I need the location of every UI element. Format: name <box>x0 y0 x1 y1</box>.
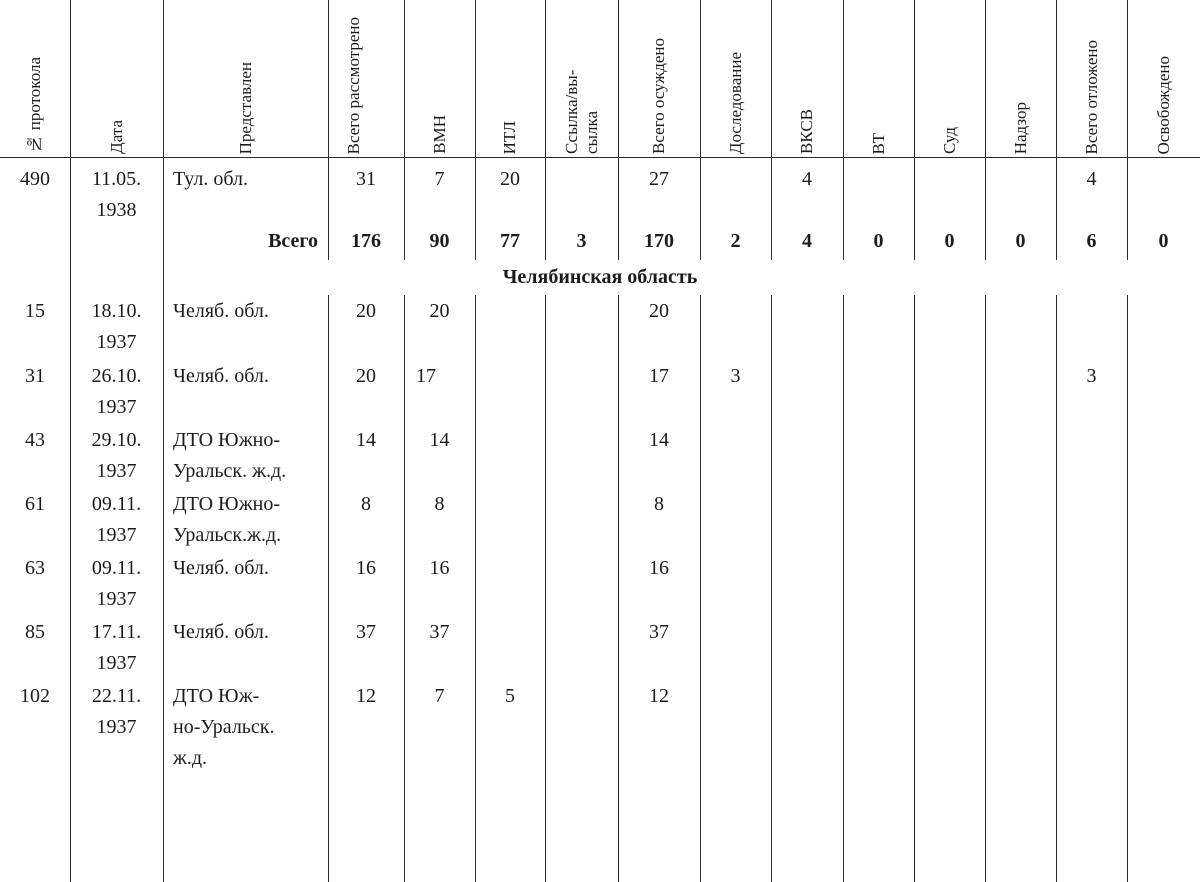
totals-exile: 3 <box>576 230 587 252</box>
section-title: Челябинская область <box>502 266 698 288</box>
top-row-total-postponed: 4 <box>1086 168 1097 190</box>
column-divider <box>771 295 772 882</box>
header-supervision <box>985 6 1056 154</box>
header-protocol-label: № протокола <box>25 57 44 154</box>
header-vmn <box>404 6 475 154</box>
table-cell-total-reviewed: 16 <box>356 557 376 579</box>
header-itl-label: ИТЛ <box>500 120 519 154</box>
table-cell-total-postponed: 3 <box>1086 365 1097 387</box>
table-cell-date: 09.11. 1937 <box>91 493 142 546</box>
table-cell-date: 17.11. 1937 <box>91 621 142 674</box>
table-cell-vmn: 37 <box>429 621 450 643</box>
header-further-investigation <box>700 6 771 154</box>
table-cell-date: 09.11. 1937 <box>91 557 142 610</box>
header-date <box>70 6 163 154</box>
header-date-label: Дата <box>106 120 126 154</box>
table-cell-presented-by: ДТО Южно- Уральск.ж.д. <box>173 493 282 546</box>
table-cell-presented-by: Челяб. обл. <box>173 300 269 322</box>
totals-total-postponed: 6 <box>1086 230 1097 252</box>
totals-vmn: 90 <box>429 230 450 252</box>
table-cell-itl: 5 <box>505 685 515 707</box>
header-vt <box>843 6 914 154</box>
column-divider <box>914 295 915 882</box>
table-cell-date: 18.10. 1937 <box>91 300 142 353</box>
header-total-postponed <box>1056 6 1127 154</box>
table-cell-presented-by: ДТО Юж- но-Уральск. ж.д. <box>173 685 275 769</box>
header-total-reviewed-label: Всего рассмотрено <box>344 16 363 154</box>
header-released-label: Освобождено <box>1153 55 1173 154</box>
table-cell-total-convicted: 8 <box>654 493 664 515</box>
table-cell-total-reviewed: 37 <box>356 621 376 643</box>
column-divider <box>985 295 986 882</box>
table-cell-vmn: 17 <box>416 365 436 387</box>
totals-released: 0 <box>1158 230 1169 252</box>
header-vmn-label: ВМН <box>429 115 449 154</box>
totals-further-investigation: 2 <box>730 230 741 252</box>
header-vt-label: ВТ <box>868 132 888 154</box>
top-row-protocol: 490 <box>20 168 50 190</box>
table-cell-protocol: 102 <box>20 685 50 707</box>
header-exile-label: Ссылка/вы-сылка <box>561 69 601 154</box>
header-court <box>914 6 985 154</box>
header-further-investigation-label: Доследование <box>725 51 745 154</box>
totals-label: Всего <box>268 230 318 252</box>
table-cell-vmn: 14 <box>429 429 450 451</box>
table-cell-total-convicted: 16 <box>649 557 669 579</box>
table-cell-total-reviewed: 14 <box>356 429 376 451</box>
column-divider <box>545 295 546 882</box>
totals-vt: 0 <box>873 230 884 252</box>
header-presented-by-label: Представлен <box>235 61 255 154</box>
header-protocol <box>0 6 70 154</box>
header-total-convicted <box>618 6 700 154</box>
table-cell-vmn: 8 <box>434 493 445 515</box>
table-cell-presented-by: ДТО Южно- Уральск. ж.д. <box>173 429 287 482</box>
header-total-reviewed <box>328 6 404 154</box>
table-cell-presented-by: Челяб. обл. <box>173 621 269 643</box>
table-cell-total-convicted: 17 <box>649 365 669 387</box>
table-cell-total-convicted: 12 <box>649 685 669 707</box>
top-row-vksv: 4 <box>802 168 812 190</box>
column-divider <box>1127 295 1128 882</box>
table-cell-protocol: 63 <box>25 557 45 579</box>
totals-itl: 77 <box>500 230 520 252</box>
header-exile <box>545 6 618 154</box>
table-cell-further-investigation: 3 <box>730 365 741 387</box>
header-vksv-label: ВКСВ <box>797 109 816 154</box>
table-cell-protocol: 43 <box>25 429 45 451</box>
header-total-convicted-label: Всего осуждено <box>649 38 668 154</box>
table-cell-presented-by: Челяб. обл. <box>173 557 269 579</box>
table-cell-date: 22.11. 1937 <box>91 685 142 738</box>
table-cell-total-convicted: 20 <box>649 300 669 322</box>
header-total-postponed-label: Всего отложено <box>1081 39 1101 154</box>
top-row-presented-by: Тул. обл. <box>173 168 248 190</box>
table-cell-presented-by: Челяб. обл. <box>173 365 269 387</box>
table-cell-total-reviewed: 20 <box>356 300 376 322</box>
totals-total-reviewed: 176 <box>351 230 381 252</box>
totals-court: 0 <box>944 230 955 252</box>
header-presented-by <box>163 6 328 154</box>
column-divider <box>475 295 476 882</box>
totals-vksv: 4 <box>802 230 812 252</box>
top-row-total-convicted: 27 <box>649 168 669 190</box>
top-row-total-reviewed: 31 <box>356 168 376 190</box>
totals-supervision: 0 <box>1015 230 1026 252</box>
table-cell-vmn: 16 <box>429 557 450 579</box>
header-court-label: Суд <box>939 127 959 154</box>
table-cell-protocol: 85 <box>25 621 45 643</box>
header-vksv <box>771 6 843 154</box>
table-cell-protocol: 61 <box>25 493 45 515</box>
table-cell-protocol: 15 <box>25 300 45 322</box>
top-row-vmn: 7 <box>434 168 445 190</box>
totals-total-convicted: 170 <box>644 230 674 252</box>
header-supervision-label: Надзор <box>1010 101 1030 154</box>
header-released <box>1127 6 1200 154</box>
table-cell-total-reviewed: 8 <box>361 493 371 515</box>
top-row-date: 11.05. 1938 <box>91 168 142 221</box>
top-row-itl: 20 <box>500 168 520 190</box>
table-cell-date: 26.10. 1937 <box>91 365 142 418</box>
table-cell-date: 29.10. 1937 <box>91 429 142 482</box>
table-cell-total-convicted: 14 <box>649 429 669 451</box>
table-cell-vmn: 20 <box>429 300 450 322</box>
table-cell-total-convicted: 37 <box>649 621 669 643</box>
table-cell-vmn: 7 <box>434 685 445 707</box>
table-cell-total-reviewed: 12 <box>356 685 376 707</box>
table-cell-total-reviewed: 20 <box>356 365 376 387</box>
column-divider <box>404 295 405 882</box>
header-divider <box>0 157 1200 158</box>
header-itl <box>475 6 545 154</box>
table-cell-protocol: 31 <box>25 365 45 387</box>
column-divider <box>843 295 844 882</box>
